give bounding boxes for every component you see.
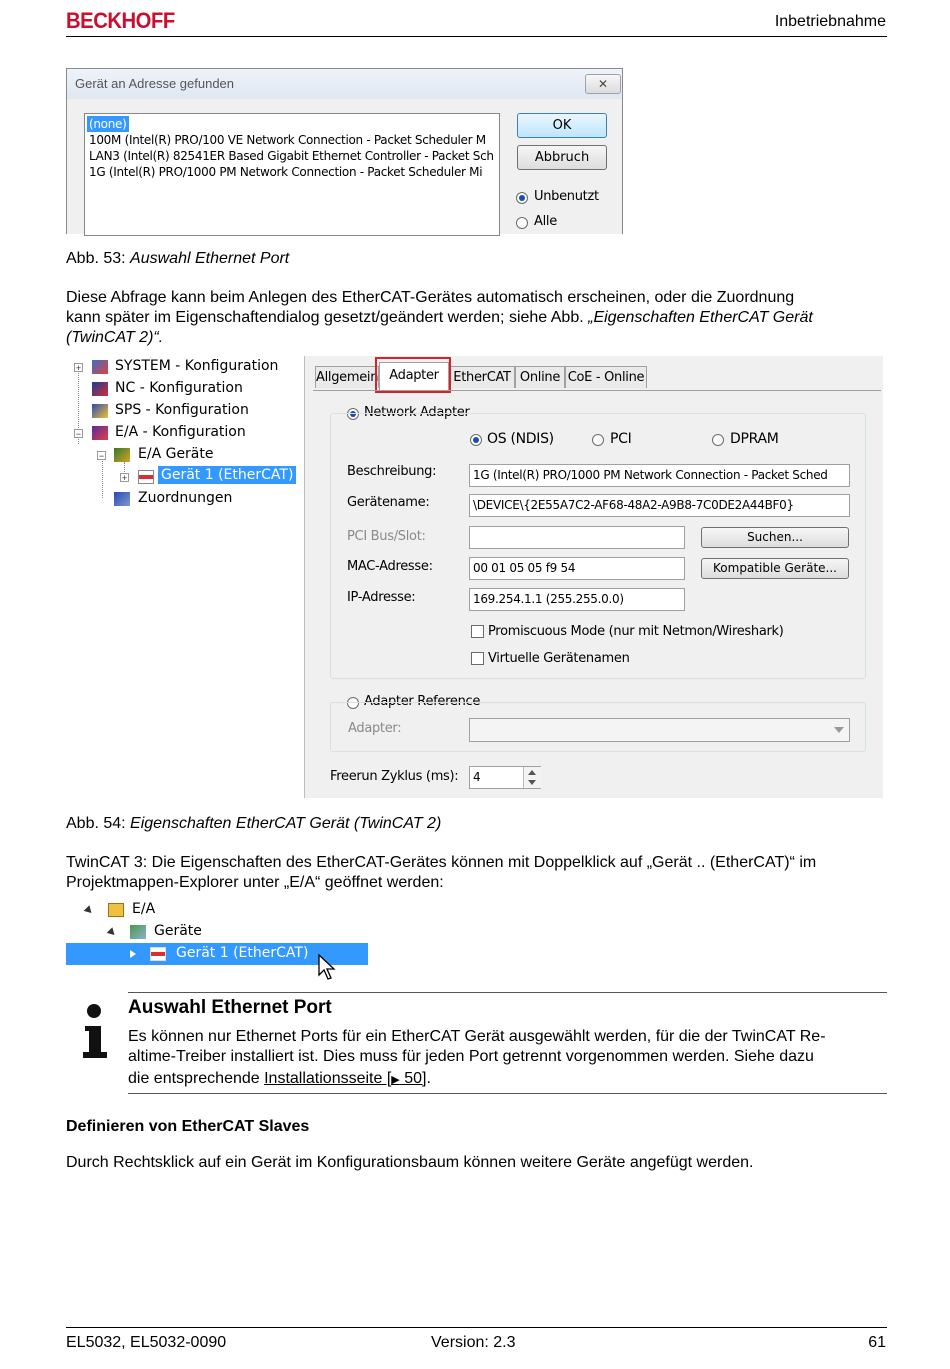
solution-explorer-tree	[66, 898, 368, 970]
nc-icon	[92, 382, 108, 396]
close-icon[interactable]: ✕	[585, 74, 621, 94]
footer-product: EL5032, EL5032-0090	[66, 1334, 227, 1351]
pci-radio[interactable]	[592, 434, 604, 446]
dialog-titlebar	[67, 69, 622, 99]
tree-item-device-1[interactable]: Gerät 1 (EtherCAT)	[158, 466, 296, 484]
chevron-down-icon	[834, 727, 844, 733]
dpram-radio[interactable]	[712, 434, 724, 446]
cancel-button[interactable]: Abbruch	[517, 145, 607, 170]
pci-label: PCI	[610, 431, 632, 447]
footer-version: Version: 2.3	[431, 1334, 516, 1351]
freerun-field[interactable]: 4	[469, 766, 541, 789]
virtual-names-label: Virtuelle Gerätenamen	[488, 651, 630, 666]
collapse-arrow-icon[interactable]	[84, 905, 95, 916]
section-heading: Definieren von EtherCAT Slaves	[66, 1118, 310, 1135]
figure-caption-53: Abb. 53: Auswahl Ethernet Port	[66, 250, 290, 267]
tab-adapter[interactable]: Adapter	[379, 362, 449, 390]
header-rule	[66, 36, 887, 37]
paragraph-1: Diese Abfrage kann beim Anlegen des EtherCAT-Gerätes automatisch erscheinen, oder die Zuordnung kann später im Eigenschaftendialog gesetzt/geändert werden; siehe Abb. „Eigenschaften EtherCAT Gerät (TwinCAT 2)“.	[66, 289, 813, 346]
network-adapter-label: Network Adapter	[364, 405, 470, 420]
adapter-label: Adapter:	[348, 721, 402, 736]
tree-item-io-devices[interactable]: E/A Geräte	[138, 446, 214, 462]
footer-page-number: 61	[868, 1334, 886, 1351]
devices-icon	[130, 925, 146, 939]
freerun-label: Freerun Zyklus (ms):	[330, 769, 459, 784]
installation-page-link[interactable]: Installationsseite [▶ 50]	[264, 1070, 427, 1087]
tree-item-system[interactable]: SYSTEM - Konfiguration	[115, 358, 279, 374]
ethercat-device-icon	[138, 470, 154, 484]
tree-item-io[interactable]: E/A - Konfiguration	[115, 424, 246, 440]
tab-general[interactable]: Allgemein	[315, 366, 379, 388]
paragraph-3: Durch Rechtsklick auf ein Gerät im Konfigurationsbaum können weitere Geräte angefügt werden.	[66, 1154, 754, 1171]
figure-caption-54: Abb. 54: Eigenschaften EtherCAT Gerät (TwinCAT 2)	[66, 815, 442, 832]
mac-label: MAC-Adresse:	[347, 559, 433, 574]
expand-arrow-icon[interactable]	[130, 950, 136, 958]
system-icon	[92, 360, 108, 374]
tree-item-mappings[interactable]: Zuordnungen	[138, 490, 233, 506]
paragraph-2: TwinCAT 3: Die Eigenschaften des EtherCAT-Gerätes können mit Doppelklick auf „Gerät .. (EtherCAT)“ im Projektmappen-Explorer unter „E/A“ geöffnet werden:	[66, 854, 817, 891]
unused-radio[interactable]	[516, 192, 528, 204]
ok-button[interactable]: OK	[517, 113, 607, 138]
devname-field[interactable]: \DEVICE\{2E55A7C2-AF68-48A2-A9B8-7C0DE2A44BF0}	[469, 494, 850, 517]
io-icon	[92, 426, 108, 440]
collapse-icon[interactable]: −	[75, 429, 82, 439]
tab-ethercat[interactable]: EtherCAT	[449, 366, 515, 388]
chevron-up-icon[interactable]	[528, 770, 536, 775]
tree3-item-devices[interactable]: Geräte	[154, 923, 202, 939]
list-item[interactable]: (none)	[89, 117, 127, 131]
info-icon	[82, 1004, 108, 1060]
os-ndis-radio[interactable]	[470, 434, 482, 446]
promiscuous-label: Promiscuous Mode (nur mit Netmon/Wireshark)	[488, 624, 784, 639]
chevron-down-icon[interactable]	[528, 780, 536, 785]
brand-logo: BECKHOFF	[66, 8, 175, 33]
compatible-devices-button[interactable]: Kompatible Geräte...	[701, 558, 849, 579]
tree3-item-io[interactable]: E/A	[132, 901, 156, 917]
pci-slot-label: PCI Bus/Slot:	[347, 529, 426, 544]
io-folder-icon	[108, 903, 124, 917]
section-title: Inbetriebnahme	[774, 13, 886, 30]
dpram-label: DPRAM	[730, 431, 779, 447]
note-title: Auswahl Ethernet Port	[128, 997, 332, 1018]
list-item[interactable]: LAN3 (Intel(R) 82541ER Based Gigabit Ethernet Controller - Packet Sch	[89, 149, 494, 163]
collapse-icon[interactable]: −	[98, 451, 105, 461]
device-properties-dialog	[304, 356, 883, 798]
tree3-item-device-1[interactable]: Gerät 1 (EtherCAT)	[176, 945, 309, 961]
ip-label: IP-Adresse:	[347, 590, 416, 605]
tab-coe-online[interactable]: CoE - Online	[565, 366, 647, 388]
tree-item-nc[interactable]: NC - Konfiguration	[115, 380, 243, 396]
dialog-title: Gerät an Adresse gefunden	[75, 76, 235, 91]
plc-icon	[92, 404, 108, 418]
virtual-names-checkbox[interactable]	[471, 652, 484, 665]
mac-field[interactable]: 00 01 05 05 f9 54	[469, 557, 685, 580]
ethercat-device-icon	[150, 947, 166, 961]
list-item[interactable]: 100M (Intel(R) PRO/100 VE Network Connection - Packet Scheduler M	[89, 133, 486, 147]
footer-rule	[66, 1327, 887, 1328]
note-top-rule	[128, 992, 887, 993]
description-field[interactable]: 1G (Intel(R) PRO/1000 PM Network Connection - Packet Sched	[469, 464, 850, 487]
adapter-listbox[interactable]	[84, 113, 500, 236]
collapse-arrow-icon[interactable]	[107, 927, 118, 938]
ip-field[interactable]: 169.254.1.1 (255.255.0.0)	[469, 588, 685, 611]
devname-label: Gerätename:	[347, 495, 430, 510]
all-radio[interactable]	[516, 217, 528, 229]
config-tree	[66, 356, 302, 516]
note-bottom-rule	[128, 1093, 887, 1094]
tab-online[interactable]: Online	[515, 366, 565, 388]
arrow-right-icon: ▶	[391, 1074, 400, 1086]
expand-icon[interactable]: +	[75, 363, 82, 373]
pci-slot-field[interactable]	[469, 526, 685, 549]
found-device-dialog	[66, 68, 623, 234]
list-item[interactable]: 1G (Intel(R) PRO/1000 PM Network Connection - Packet Scheduler Mi	[89, 165, 483, 179]
mouse-cursor-icon	[318, 954, 338, 982]
adapter-reference-label: Adapter Reference	[364, 694, 481, 709]
all-radio-label: Alle	[534, 214, 557, 229]
expand-icon[interactable]: +	[121, 473, 128, 483]
mappings-icon	[114, 492, 130, 506]
note-body: Es können nur Ethernet Ports für ein EtherCAT Gerät ausgewählt werden, für die der TwinCAT Re- altime-Treiber installiert ist. Dies muss für jeden Port getrennt vorgenommen werden. Siehe dazu die entsprechende Installationsseite [▶ 50].	[128, 1028, 826, 1087]
os-ndis-label: OS (NDIS)	[487, 431, 554, 447]
promiscuous-checkbox[interactable]	[471, 625, 484, 638]
adapter-select[interactable]	[469, 718, 850, 742]
highlight-box	[375, 357, 451, 393]
spinner-arrows[interactable]	[523, 767, 541, 788]
io-devices-icon	[114, 448, 130, 462]
tree-item-plc[interactable]: SPS - Konfiguration	[115, 402, 249, 418]
description-label: Beschreibung:	[347, 464, 437, 479]
unused-radio-label: Unbenutzt	[534, 189, 599, 204]
search-button[interactable]: Suchen...	[701, 527, 849, 548]
